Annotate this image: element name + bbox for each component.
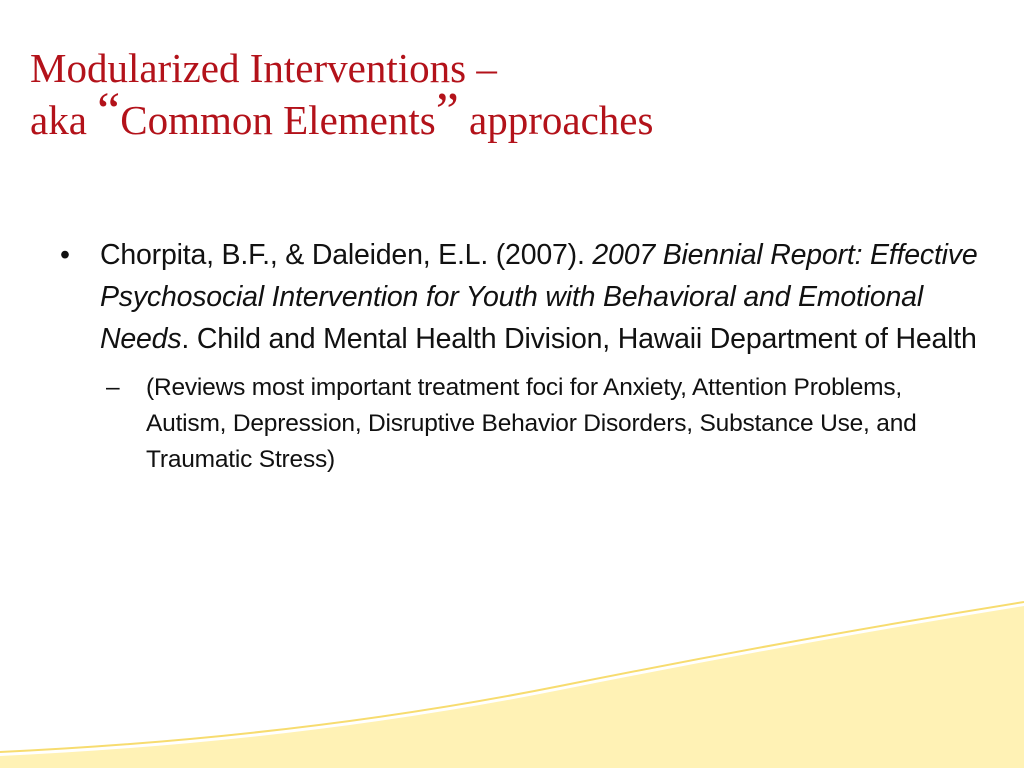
- title-line-2: [30, 83, 990, 146]
- slide-body: [60, 234, 980, 478]
- title-aka: aka: [30, 97, 98, 143]
- citation-authors: Chorpita, B.F., & Daleiden, E.L. (2007).: [100, 239, 593, 271]
- title-quoted-text: Common Elements: [120, 97, 436, 143]
- title-after: approaches: [458, 97, 654, 143]
- citation-bullet: [60, 234, 980, 360]
- wave-fill: [0, 606, 1024, 768]
- sub-bullet-text: (Reviews most important treatment foci for Anxiety, Attention Problems, Autism, Depression, Disruptive Behavior Disorders, Substance Use, and Traumatic Stress): [146, 374, 917, 473]
- dash-icon: –: [106, 374, 120, 401]
- slide-title: [30, 42, 990, 146]
- sub-bullet-note: [106, 370, 980, 478]
- bullet-icon: •: [60, 239, 70, 271]
- citation-source: . Child and Mental Health Division, Hawaii Department of Health: [181, 323, 977, 355]
- title-line-1: Modularized Interventions –: [30, 45, 497, 91]
- title-close-quote: ”: [435, 83, 459, 140]
- citation-report-title: 2007 Biennial Report: Effective Psychosocial Intervention for Youth with Behavioral and Emotional Needs: [100, 239, 978, 355]
- title-open-quote: “: [97, 83, 121, 140]
